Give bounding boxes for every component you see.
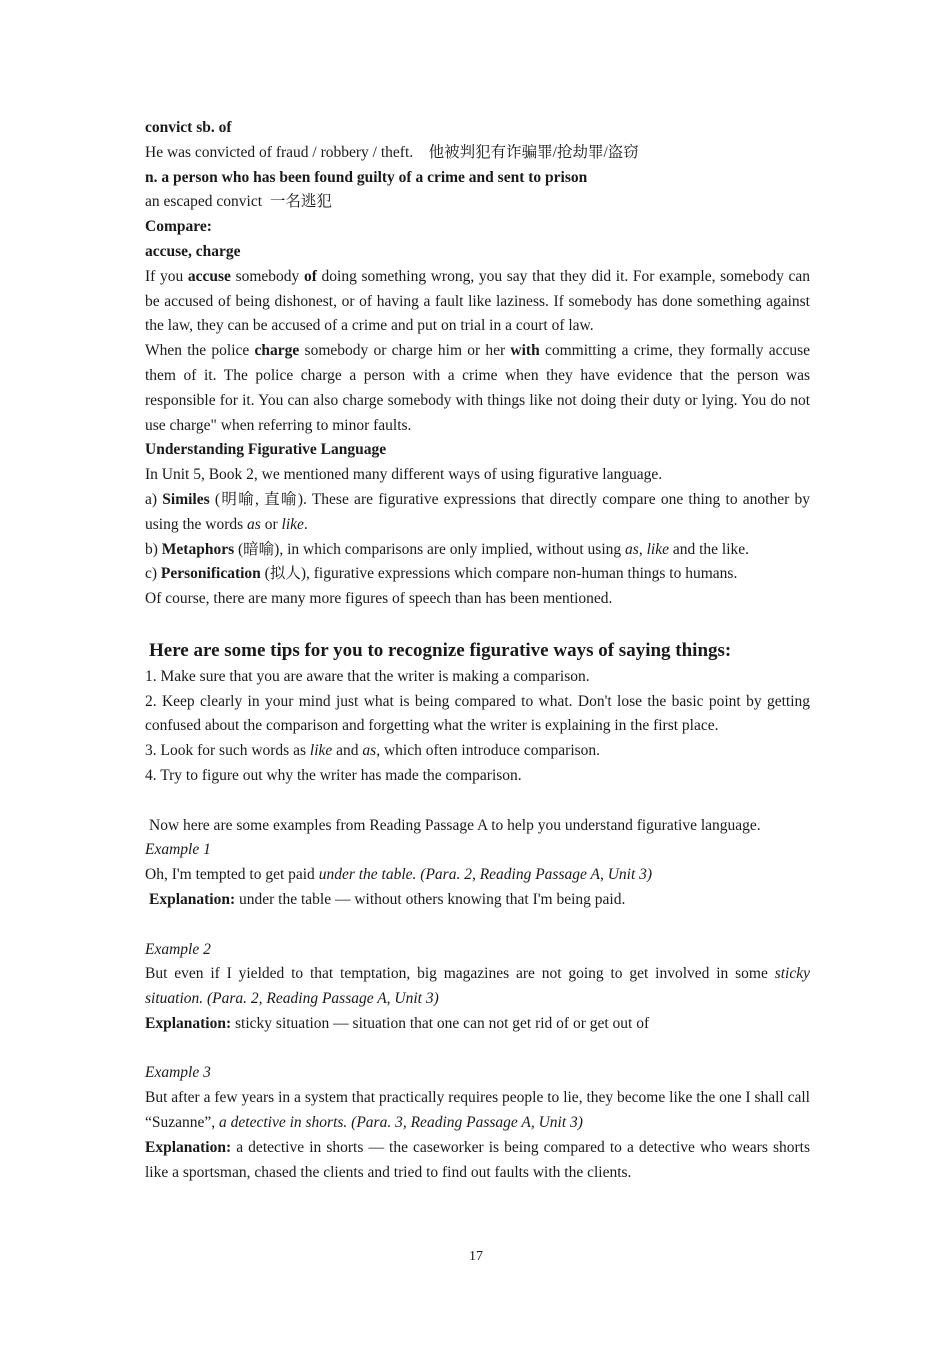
italic-term: like <box>309 742 333 760</box>
figurative-item-personification <box>145 562 810 587</box>
text-run: When the police <box>145 342 255 360</box>
tip-1: 1. Make sure that you are aware that the writer is making a comparison. <box>145 667 590 685</box>
italic-term: as <box>362 742 377 760</box>
italic-term: as <box>625 540 639 558</box>
entry-noun-example-cn: 一名逃犯 <box>269 193 332 211</box>
example-1-text <box>145 863 810 888</box>
entry-phrase: convict sb. of <box>145 119 232 136</box>
text-run: , figurative expressions which compare non-human things to humans. <box>306 565 738 583</box>
compare-paragraph-accuse <box>145 265 810 339</box>
tips-heading: Here are some tips for you to recognize figurative ways of saying things: <box>149 639 732 661</box>
italic-term: as <box>247 515 261 533</box>
entry-example-cn: 他被判犯有诈骗罪/抢劫罪/盗窃 <box>428 143 639 161</box>
explanation-label: Explanation: <box>145 1138 232 1156</box>
document-page <box>145 116 810 1185</box>
text-run: (拟人) <box>260 565 306 583</box>
italic-term: like <box>281 515 304 533</box>
example-3-label: Example 3 <box>145 1064 211 1082</box>
text-run: b) <box>145 540 162 558</box>
compare-heading: Compare: <box>145 218 212 236</box>
bold-term: of <box>303 267 317 285</box>
example-1-explanation <box>145 888 810 913</box>
text-run: c) <box>145 565 161 583</box>
figurative-heading: Understanding Figurative Language <box>145 441 387 459</box>
text-run: , <box>638 540 647 558</box>
text-run: committing a crime, they formally accuse them of it. The police charge a person with a crime when they have evidence that the person was responsible for it. You can also charge somebody with things like not doing their duty or lying. You do not use charge" when referring to minor faults. <box>145 342 810 434</box>
compare-paragraph-charge <box>145 339 810 438</box>
text-run: a) <box>145 490 163 508</box>
spacer <box>145 789 810 814</box>
spacer <box>145 1037 810 1062</box>
text-run: doing something wrong, you say that they did it. For example, somebody can be accused of being dishonest, or of having a fault like laziness. If somebody has done something against the law, they can be accused of a crime and put on trial in a court of law. <box>145 267 811 335</box>
tip-3 <box>145 739 810 764</box>
bold-term: Similes <box>162 490 210 508</box>
example-2-label: Example 2 <box>145 940 211 958</box>
text-run: or <box>260 515 282 533</box>
text-run: , which often introduce comparison. <box>376 742 601 760</box>
bold-term: Personification <box>160 565 261 583</box>
spacer <box>145 913 810 938</box>
tip-2: 2. Keep clearly in your mind just what is being compared to what. Don't lose the basic point by getting confused about the comparison and forgetting what the writer is explaining in the first place. <box>145 692 810 735</box>
text-run: But even if I yielded to that temptation, big magazines are not going to get involved in some <box>145 965 775 983</box>
text-run: sticky situation — situation that one can not get rid of or get out of <box>231 1014 650 1032</box>
text-run: . <box>303 515 308 533</box>
explanation-label: Explanation: <box>145 1014 232 1032</box>
italic-term: like <box>646 540 669 558</box>
bold-term: with <box>510 342 540 360</box>
example-3-text <box>145 1086 810 1136</box>
italic-phrase: under the table. (Para. 2, Reading Passage A, Unit 3) <box>318 866 653 884</box>
example-1-label: Example 1 <box>145 841 211 859</box>
explanation-label: Explanation: <box>149 890 236 908</box>
text-run: and <box>332 742 363 760</box>
text-run: , in which comparisons are only implied, without using <box>279 540 626 558</box>
compare-words: accuse, charge <box>145 242 241 260</box>
entry-noun-example-text: an escaped convict <box>145 193 263 211</box>
figurative-closing: Of course, there are many more figures of speech than has been mentioned. <box>145 590 613 608</box>
examples-intro: Now here are some examples from Reading Passage A to help you understand figurative language. <box>149 816 761 834</box>
entry-example <box>145 141 810 166</box>
figurative-item-metaphors <box>145 538 810 563</box>
text-run: Oh, I'm tempted to get paid <box>145 866 319 884</box>
bold-term: charge <box>254 342 300 360</box>
figurative-intro: In Unit 5, Book 2, we mentioned many different ways of using figurative language. <box>145 466 663 484</box>
text-run: somebody or charge him or her <box>299 342 511 360</box>
text-run: If you <box>145 267 188 285</box>
text-run: somebody <box>230 267 304 285</box>
entry-noun-example <box>145 190 810 215</box>
example-2-text <box>145 962 810 1012</box>
page-number: 17 <box>469 1249 483 1264</box>
text-run: under the table — without others knowing that I'm being paid. <box>235 890 626 908</box>
bold-term: Metaphors <box>161 540 235 558</box>
text-run: (明喻, 直喻) <box>209 490 304 508</box>
example-3-explanation <box>145 1136 810 1186</box>
text-run: 3. Look for such words as <box>145 742 310 760</box>
text-run: But after a few years in a system that practically requires people to lie, they become like the one I shall call “Suzanne”, <box>145 1089 810 1132</box>
text-run: (暗喻) <box>234 540 280 558</box>
text-run: . These are figurative expressions that directly compare one thing to another by using the words <box>145 490 810 533</box>
spacer <box>145 612 810 637</box>
italic-phrase: sticky situation. (Para. 2, Reading Passage A, Unit 3) <box>145 965 810 1008</box>
tip-4: 4. Try to figure out why the writer has made the comparison. <box>145 766 522 784</box>
text-run: and the like. <box>668 540 750 558</box>
figurative-item-similes <box>145 488 810 538</box>
entry-noun-definition: n. a person who has been found guilty of a crime and sent to prison <box>145 168 588 186</box>
entry-example-text: He was convicted of fraud / robbery / theft. <box>145 143 414 161</box>
bold-term: accuse <box>187 267 231 285</box>
italic-phrase: a detective in shorts. (Para. 3, Reading Passage A, Unit 3) <box>219 1114 583 1132</box>
example-2-explanation <box>145 1012 810 1037</box>
text-run: a detective in shorts — the caseworker is being compared to a detective who wears shorts like a sportsman, chased the clients and tried to find out faults with the clients. <box>145 1138 810 1181</box>
